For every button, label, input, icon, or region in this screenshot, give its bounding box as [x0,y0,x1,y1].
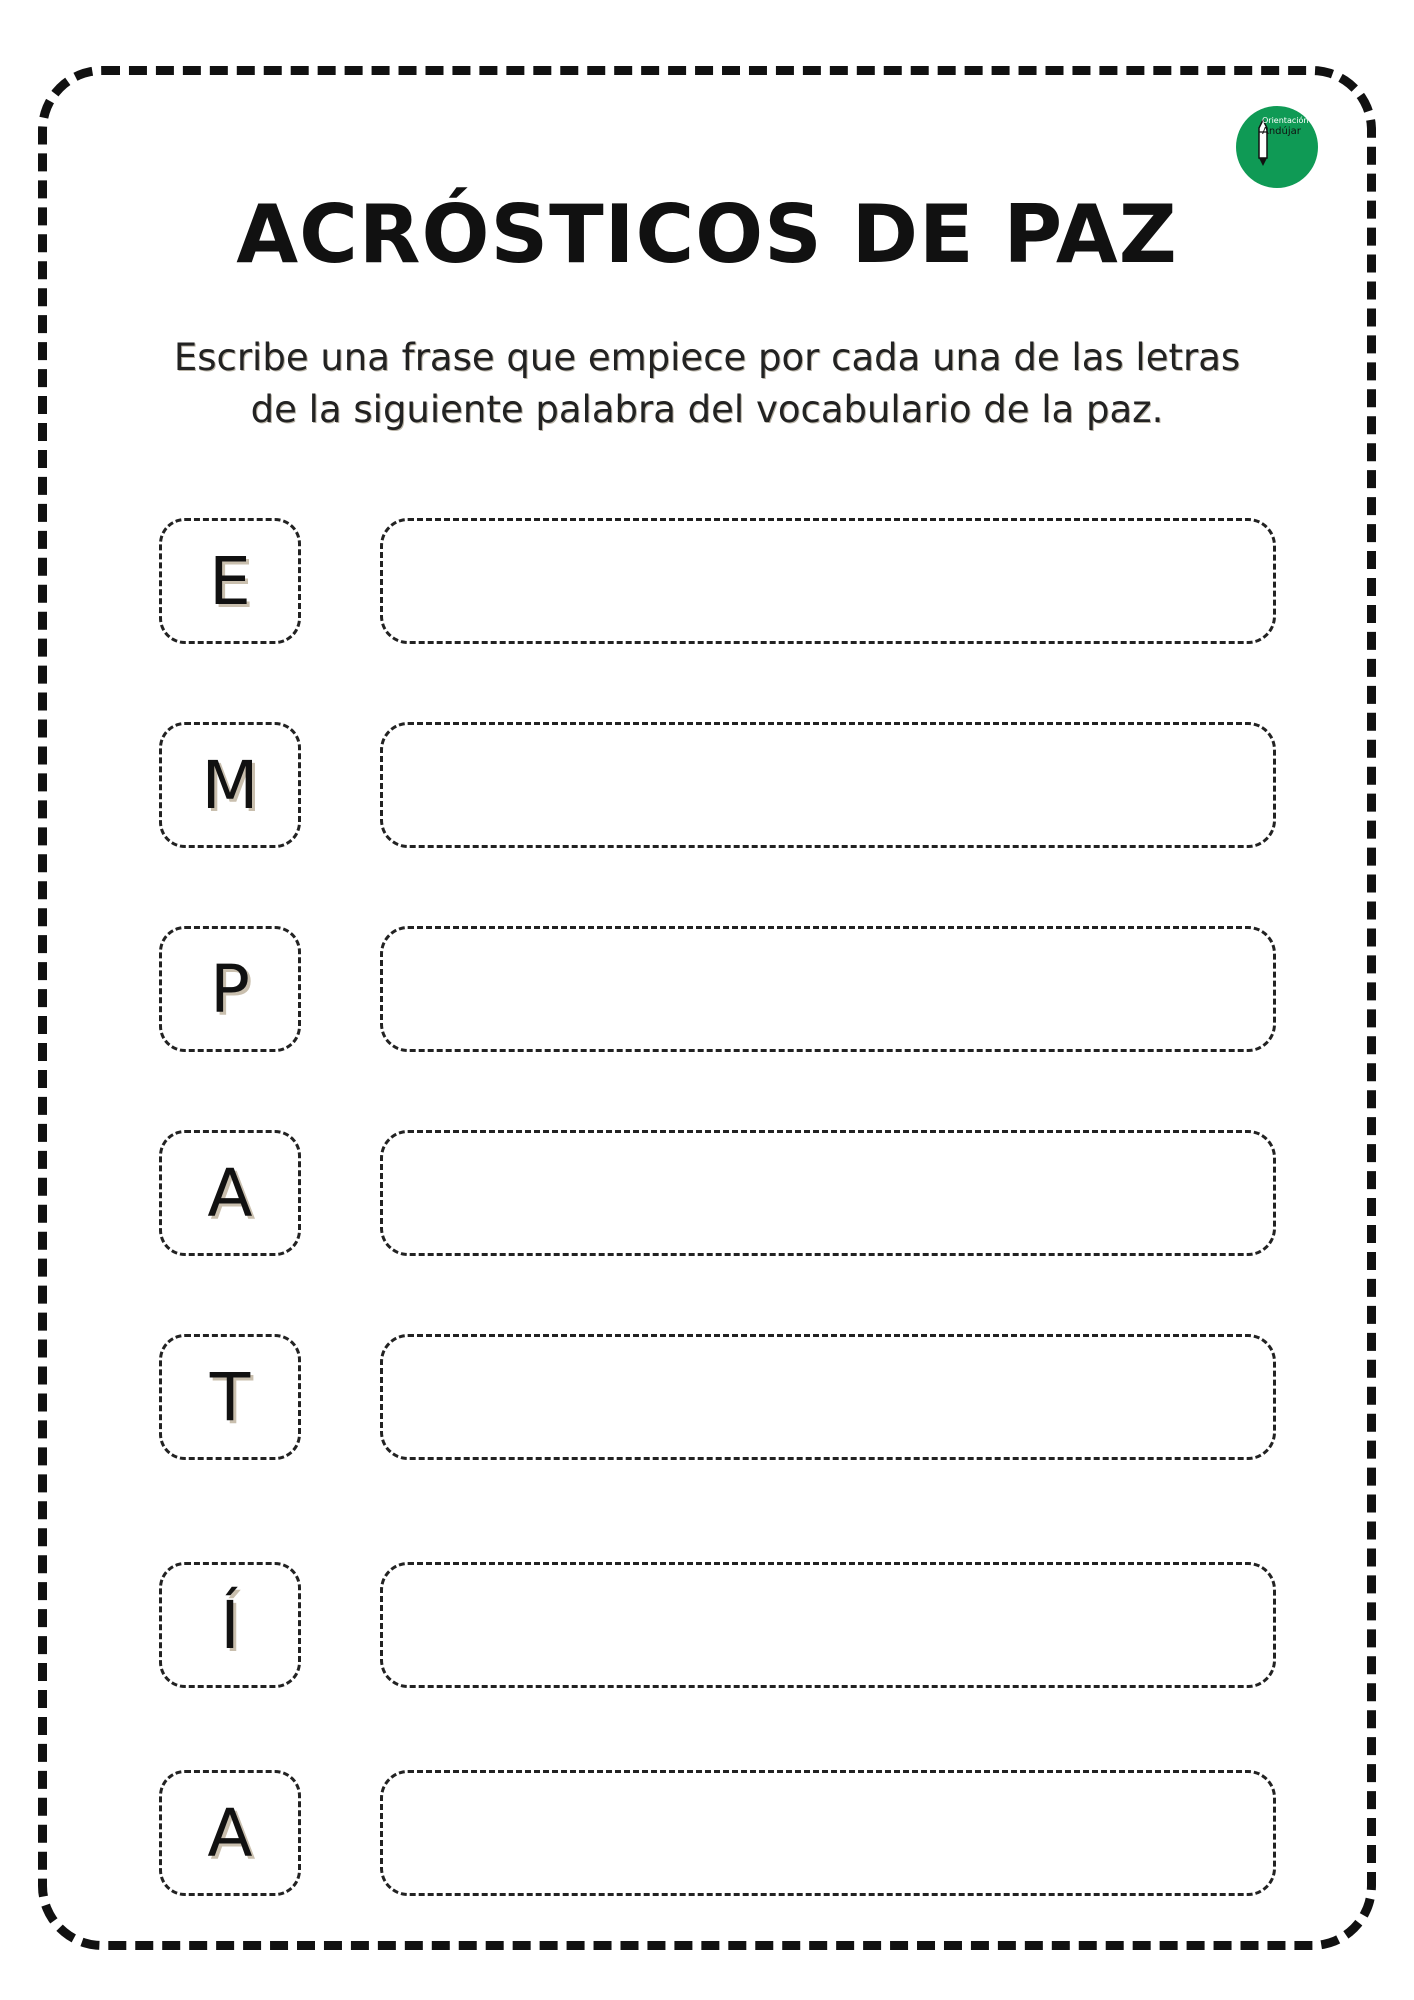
instructions [140,332,1274,436]
logo-text-line1: Orientación [1262,116,1309,125]
acrostic-row [0,722,1414,848]
answer-field[interactable] [380,1130,1276,1256]
letter-box [159,1770,301,1896]
acrostic-letter: A [207,1794,253,1872]
acrostic-letter: Í [220,1586,240,1664]
acrostic-letter: A [207,1154,253,1232]
letter-box [159,926,301,1052]
acrostic-letter: T [209,1358,251,1436]
acrostic-letter: E [209,542,251,620]
acrostic-row [0,926,1414,1052]
logo-text-line2: Andújar [1262,126,1301,137]
acrostic-row [0,518,1414,644]
answer-field[interactable] [380,722,1276,848]
acrostic-row [0,1770,1414,1896]
answer-field[interactable] [380,926,1276,1052]
answer-field[interactable] [380,1562,1276,1688]
letter-box [159,1130,301,1256]
acrostic-row [0,1130,1414,1256]
instructions-line1: Escribe una frase que empiece por cada una de las letras [173,336,1241,379]
acrostic-letter: P [210,950,250,1028]
answer-field[interactable] [380,1770,1276,1896]
letter-box [159,1562,301,1688]
answer-field[interactable] [380,1334,1276,1460]
letter-box [159,722,301,848]
letter-box [159,518,301,644]
instructions-line2: de la siguiente palabra del vocabulario de la paz. [250,388,1164,431]
answer-field[interactable] [380,518,1276,644]
orientacion-andujar-logo [1236,106,1318,188]
letter-box [159,1334,301,1460]
acrostic-letter: M [201,746,259,824]
acrostic-row [0,1562,1414,1688]
page-title: ACRÓSTICOS DE PAZ [236,188,1178,281]
acrostic-row [0,1334,1414,1460]
